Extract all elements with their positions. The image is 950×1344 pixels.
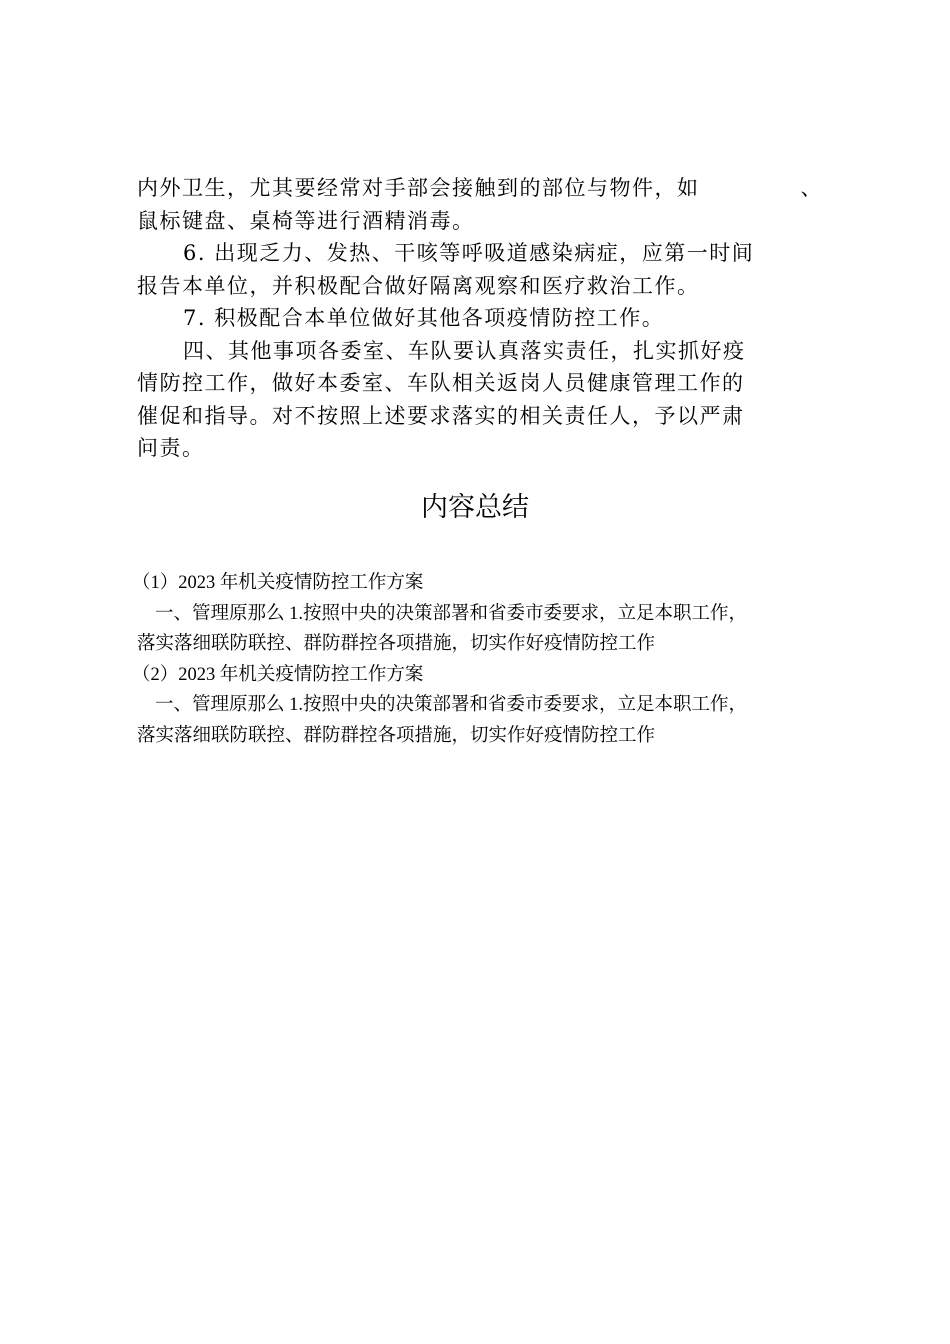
summary-item-line: 一、管理原那么 1.按照中央的决策部署和省委市委要求，立足本职工作， <box>155 695 748 715</box>
body-line: 问责。 <box>137 436 205 460</box>
body-line-text: 内外卫生，尤其要经常对手部会接触到的部位与物件，如 <box>137 176 700 200</box>
body-line: 报告本单位，并积极配合做好隔离观察和医疗救治工作。 <box>137 273 700 298</box>
summary-item-label: （2）2023 年机关疫情防控工作方案 <box>132 664 424 685</box>
summary-list <box>132 568 823 751</box>
summary-item-line: 落实落细联防联控、群防群控各项措施，切实作好疫情防控工作 <box>137 725 656 746</box>
body-line: 6. 出现乏力、发热、干咳等呼吸道感染病症，应第一时间 <box>183 241 755 265</box>
summary-item-line: 一、管理原那么 1.按照中央的决策部署和省委市委要求，立足本职工作， <box>155 603 748 624</box>
body-line-punct: 、 <box>800 176 823 200</box>
body-line <box>137 172 823 205</box>
body-line: 情防控工作，做好本委室、车队相关返岗人员健康管理工作的 <box>137 371 745 395</box>
body-line: 7. 积极配合本单位做好其他各项疫情防控工作。 <box>183 306 665 330</box>
body-line: 催促和指导。对不按照上述要求落实的相关责任人，予以严肃 <box>137 403 745 428</box>
summary-heading: 内容总结 <box>421 492 529 523</box>
body-text <box>137 172 823 465</box>
body-line: 四、其他事项各委室、车队要认真落实责任，扎实抓好疫 <box>183 338 746 363</box>
body-line: 鼠标键盘、桌椅等进行酒精消毒。 <box>137 208 475 233</box>
summary-item-label: （1）2023 年机关疫情防控工作方案 <box>132 573 424 593</box>
summary-item-line: 落实落细联防联控、群防群控各项措施，切实作好疫情防控工作 <box>137 634 656 654</box>
